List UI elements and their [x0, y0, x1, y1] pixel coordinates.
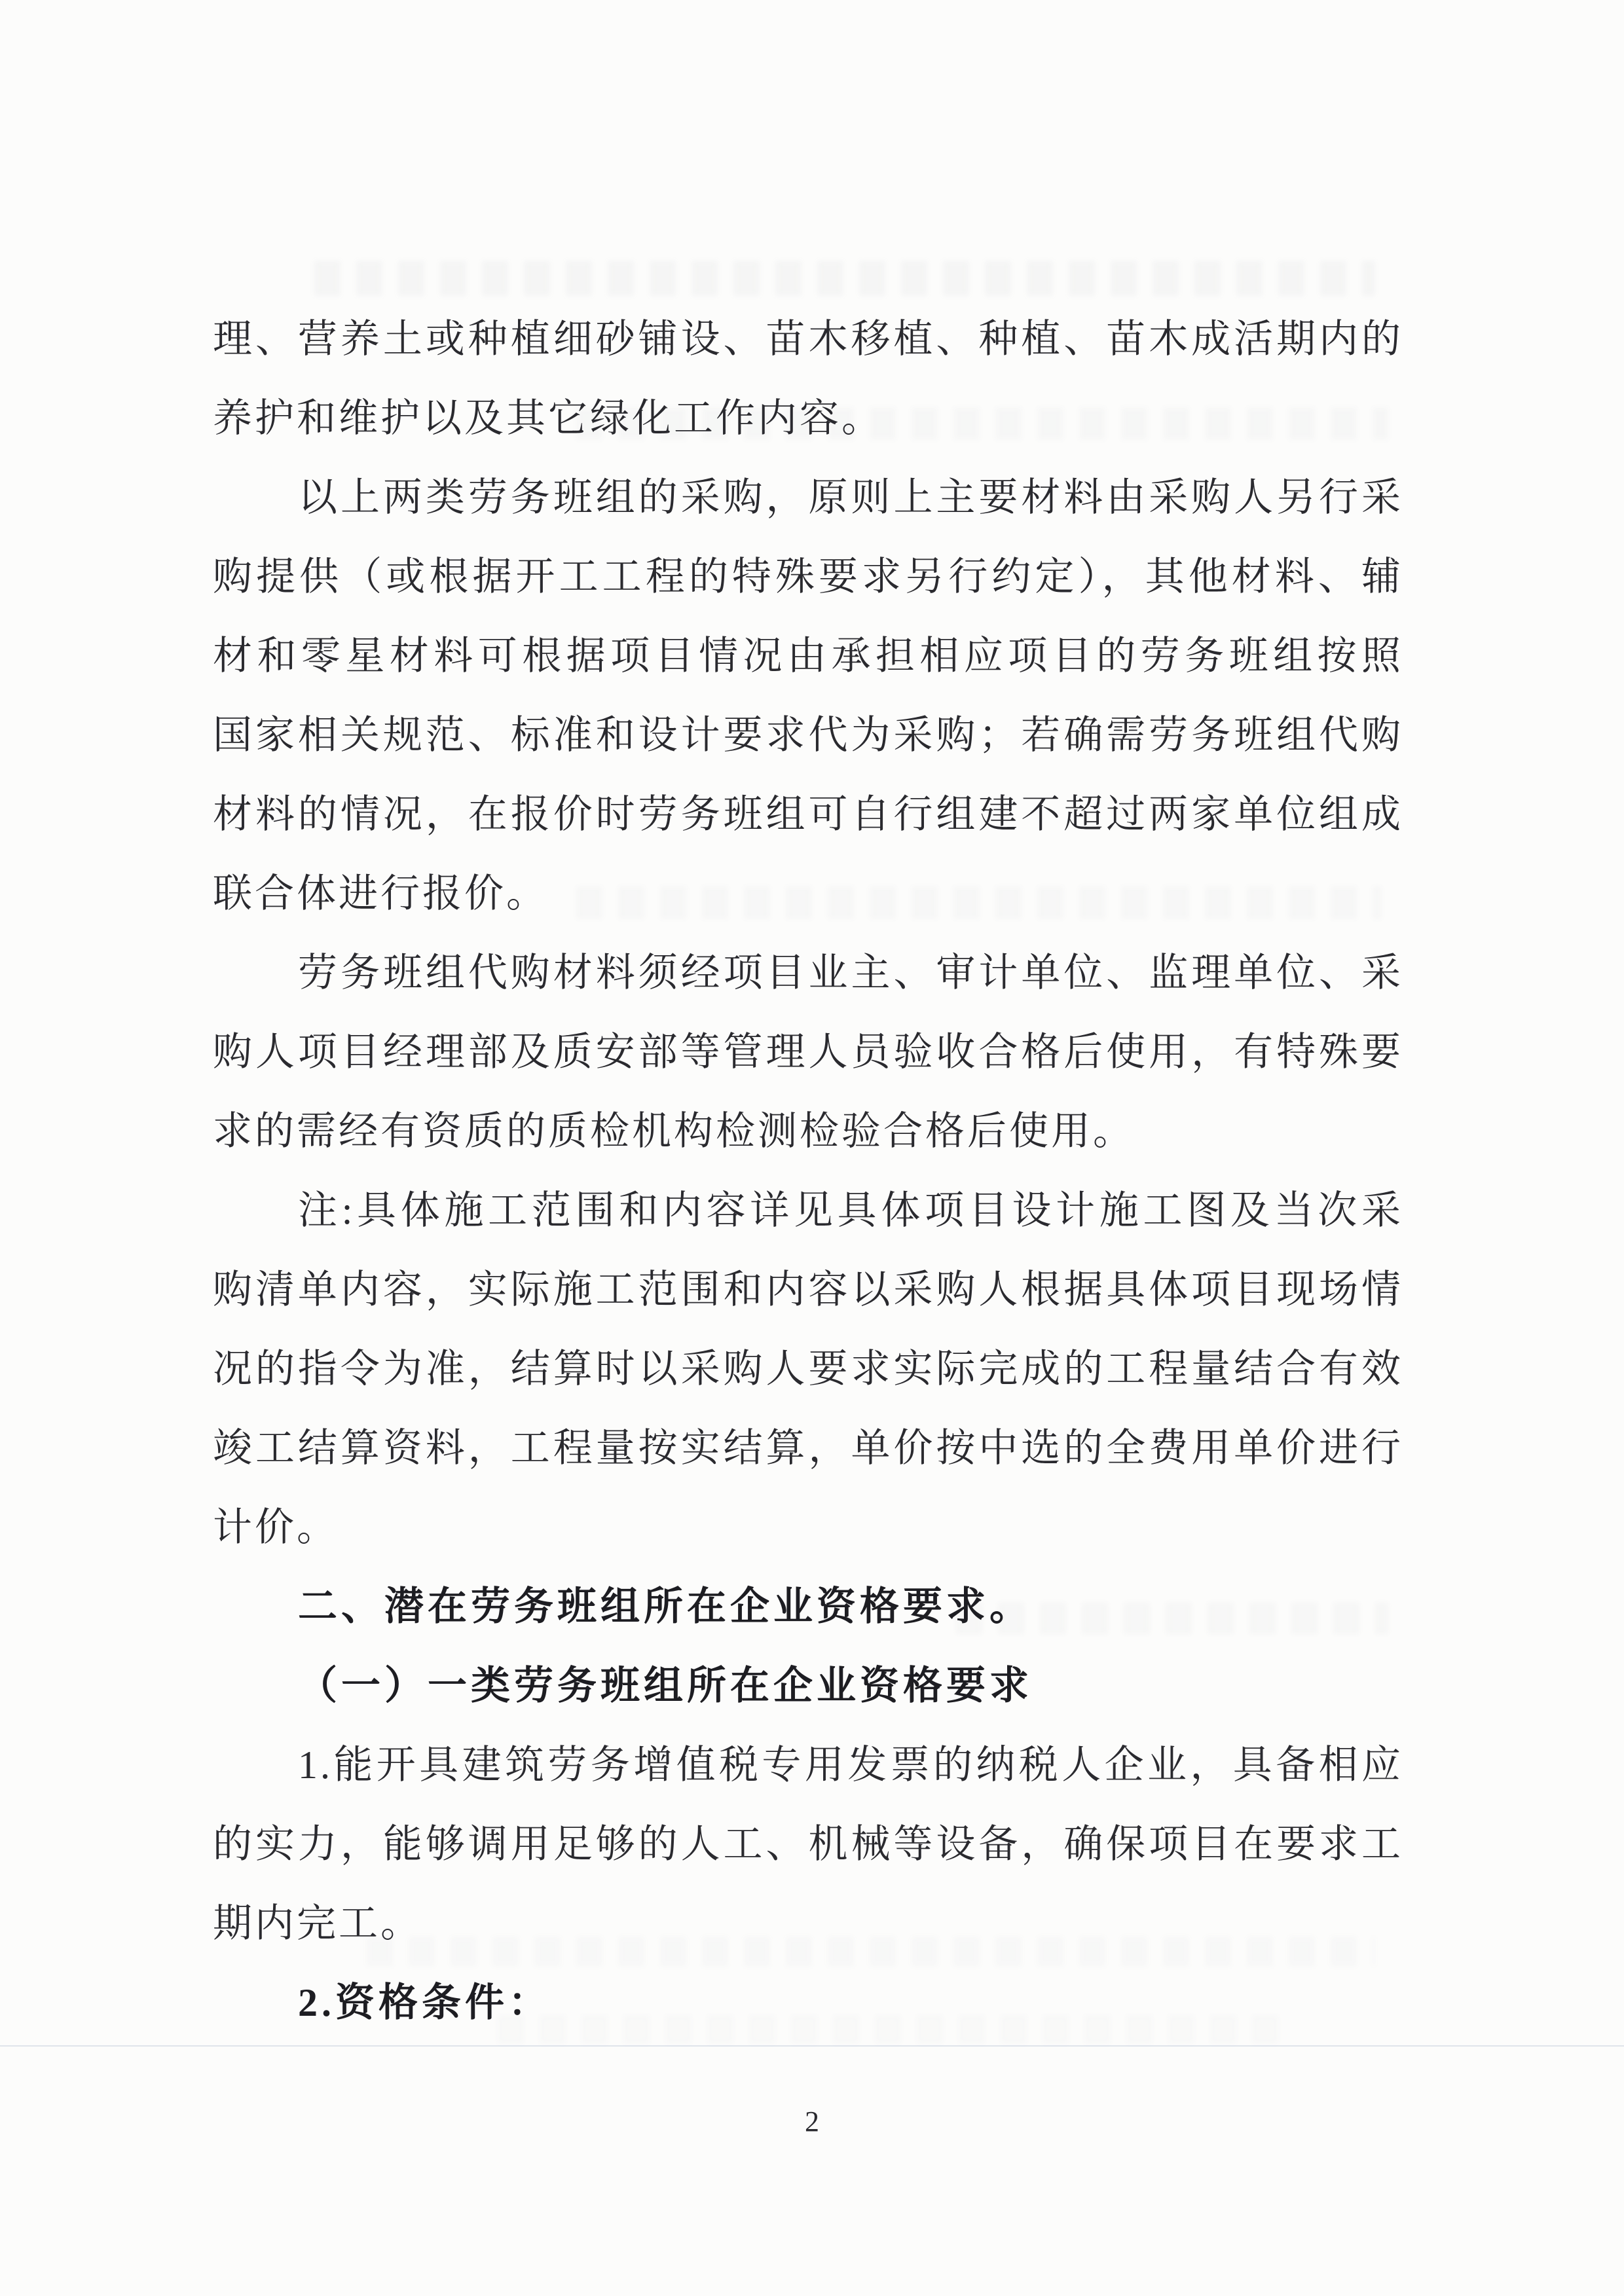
text-line: 二、潜在劳务班组所在企业资格要求。: [298, 1585, 1033, 1628]
text-line: 2.资格条件：: [298, 1981, 551, 2024]
text-line: （一）一类劳务班组所在企业资格要求: [298, 1664, 1033, 1707]
text-line: 国家相关规范、标准和设计要求代为采购；若确需劳务班组代购: [213, 714, 1403, 757]
text-line: 况的指令为准，结算时以采购人要求实际完成的工程量结合有效: [213, 1347, 1403, 1391]
text-line: 注:具体施工范围和内容详见具体项目设计施工图及当次采: [298, 1189, 1403, 1232]
text-line: 购人项目经理部及质安部等管理人员验收合格后使用，有特殊要: [213, 1030, 1403, 1074]
text-line: 计价。: [213, 1506, 339, 1549]
scan-line: [0, 2045, 1624, 2047]
text-line: 期内完工。: [213, 1902, 422, 1945]
text-line: 理、营养土或种植细砂铺设、苗木移植、种植、苗木成活期内的: [213, 318, 1403, 361]
text-line: 1.能开具建筑劳务增值税专用发票的纳税人企业，具备相应: [298, 1743, 1403, 1787]
page-number: 2: [805, 2105, 819, 2138]
text-line: 竣工结算资料，工程量按实结算，单价按中选的全费用单价进行: [213, 1427, 1403, 1470]
text-line: 联合体进行报价。: [213, 872, 548, 915]
text-line: 养护和维护以及其它绿化工作内容。: [213, 397, 883, 440]
text-content: [213, 300, 1403, 2043]
text-line: 劳务班组代购材料须经项目业主、审计单位、监理单位、采: [298, 951, 1403, 994]
text-line: 购提供（或根据开工工程的特殊要求另行约定），其他材料、辅: [213, 555, 1403, 598]
text-line: 材料的情况，在报价时劳务班组可自行组建不超过两家单位组成: [213, 793, 1403, 836]
text-line: 材和零星材料可根据项目情况由承担相应项目的劳务班组按照: [213, 634, 1403, 678]
text-line: 求的需经有资质的质检机构检测检验合格后使用。: [213, 1110, 1135, 1153]
text-line: 的实力，能够调用足够的人工、机械等设备，确保项目在要求工: [213, 1823, 1403, 1866]
scan-artifact: [314, 261, 1375, 296]
text-line: 以上两类劳务班组的采购，原则上主要材料由采购人另行采: [298, 476, 1403, 519]
text-line: 购清单内容，实际施工范围和内容以采购人根据具体项目现场情: [213, 1268, 1403, 1311]
